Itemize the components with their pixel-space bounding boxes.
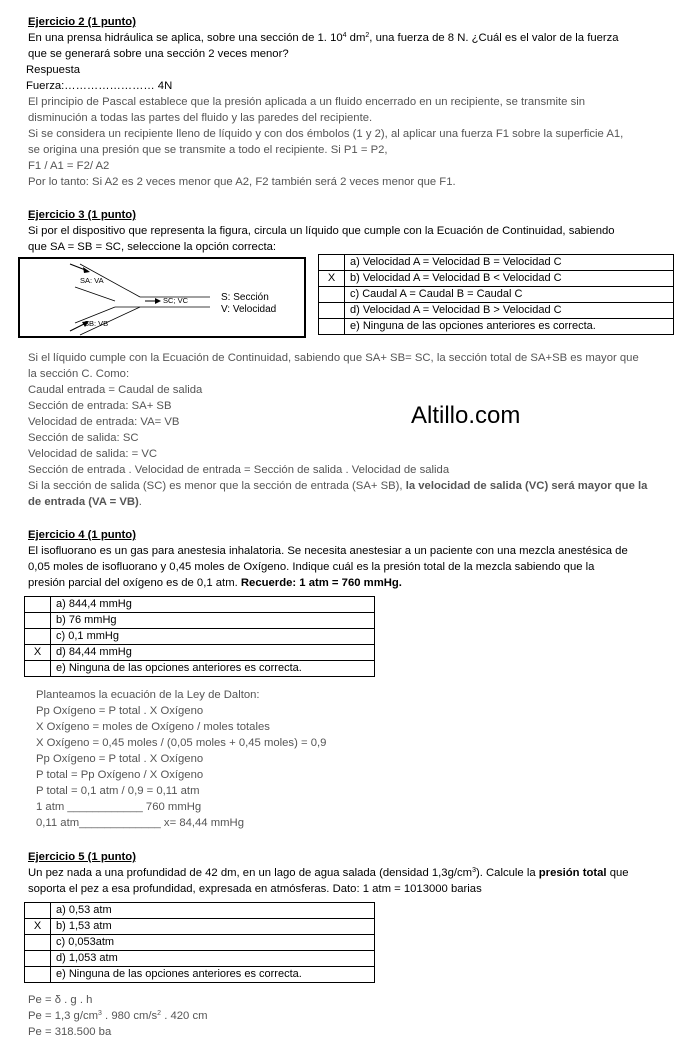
answer-line: X Oxígeno = 0,45 moles / (0,05 moles + 0,45 moles) = 0,9: [36, 737, 327, 749]
label-sc-vc: SC; VC: [163, 296, 189, 305]
option-text: e) Ninguna de las opciones anteriores es correcta.: [51, 661, 375, 677]
option-mark: [25, 967, 51, 983]
ejercicio-3-title: Ejercicio 3 (1 punto): [28, 209, 136, 221]
answer-line: Pe = δ . g . h: [28, 994, 93, 1006]
legend-seccion: S: Sección: [221, 292, 269, 303]
label-sa-va: SA: VA: [80, 276, 104, 285]
ejercicio-3: [28, 207, 664, 255]
q-sup: 2: [365, 32, 370, 39]
option-mark: [25, 951, 51, 967]
answer-sup: 3: [98, 1010, 102, 1017]
option-text: a) 0,53 atm: [51, 903, 375, 919]
option-mark: [25, 661, 51, 677]
legend-velocidad: V: Velocidad: [221, 304, 277, 315]
ejercicio-2-question-line-2: que se generará sobre una sección 2 veces menor?: [28, 48, 289, 60]
option-row: [25, 613, 375, 629]
ejercicio-3-options-table: [318, 254, 674, 335]
answer-text: Si la sección de salida (SC) es menor que la sección de entrada (SA+ SB),: [28, 480, 406, 492]
arrow-c-head: [155, 298, 161, 304]
answer-line: [28, 1008, 664, 1024]
ejercicio-2: [28, 14, 664, 190]
answer-line: P total = 0,1 atm / 0,9 = 0,11 atm: [36, 785, 200, 797]
ejercicio-4-question-line-3: [28, 575, 664, 591]
answer-text: Pe = 1,3 g/cm: [28, 1010, 99, 1022]
answer-text: . 420 cm: [161, 1010, 208, 1022]
option-mark: [25, 935, 51, 951]
option-row: [25, 951, 375, 967]
answer-line: Pp Oxígeno = P total . X Oxígeno: [36, 705, 204, 717]
option-text: b) 1,53 atm: [51, 919, 375, 935]
option-mark: [25, 903, 51, 919]
answer-line: Si se considera un recipiente lleno de líquido y con dos émbolos (1 y 2), al aplicar una fuerza F1 sobre la superficie A1,: [28, 128, 624, 140]
option-row: [319, 271, 674, 287]
ejercicio-4-question-line-1: El isofluorano es un gas para anestesia inhalatoria. Se necesita anestesiar a un paciente con una mezcla anestésica de: [28, 545, 628, 557]
answer-line: Sección de entrada . Velocidad de entrada = Sección de salida . Velocidad de salida: [28, 464, 450, 476]
answer-bold: de entrada (VA = VB): [28, 496, 139, 508]
option-text: a) 844,4 mmHg: [51, 597, 375, 613]
answer-line: Si el líquido cumple con la Ecuación de Continuidad, sabiendo que SA+ SB= SC, la sección total de SA+SB es mayor que: [28, 352, 639, 364]
q-bold: Recuerde: 1 atm = 760 mmHg.: [240, 577, 402, 589]
q-text: En una prensa hidráulica se aplica, sobre una sección de 1. 10: [28, 32, 343, 44]
answer-line: Planteamos la ecuación de la Ley de Dalton:: [36, 689, 260, 701]
answer-line: Velocidad de entrada: VA= VB: [28, 416, 180, 428]
option-mark: [319, 287, 345, 303]
option-text: a) Velocidad A = Velocidad B = Velocidad C: [345, 255, 674, 271]
answer-line: disminución a todas las partes del fluido y las paredes del recipiente.: [28, 112, 373, 124]
answer-line: Pe = 318.500 ba: [28, 1026, 112, 1038]
ejercicio-4-title: Ejercicio 4 (1 punto): [28, 529, 136, 541]
option-row: [25, 903, 375, 919]
altillo-watermark: Altillo.com: [411, 402, 521, 429]
option-text: b) Velocidad A = Velocidad B < Velocidad C: [345, 271, 674, 287]
ejercicio-5-title: Ejercicio 5 (1 punto): [28, 851, 136, 863]
answer-line: Sección de entrada: SA+ SB: [28, 400, 172, 412]
option-row: [25, 967, 375, 983]
continuity-device-figure: [18, 257, 306, 338]
option-text: b) 76 mmHg: [51, 613, 375, 629]
answer-text: .: [138, 496, 142, 508]
respuesta-label: Respuesta: [26, 64, 81, 76]
ejercicio-5-question-line-1: [28, 865, 664, 881]
ejercicio-4: [28, 527, 664, 591]
option-text: e) Ninguna de las opciones anteriores es correcta.: [51, 967, 375, 983]
ejercicio-4-answer: [36, 687, 672, 831]
q-text: ). Calcule la: [475, 867, 539, 879]
ejercicio-2-question-line-1: [28, 30, 664, 46]
option-mark: [319, 319, 345, 335]
answer-sup: 2: [157, 1010, 162, 1017]
upper-inner-wall: [75, 287, 115, 301]
option-mark: X: [25, 645, 51, 661]
option-row: [319, 303, 674, 319]
answer-bold: la velocidad de salida (VC) será mayor que la: [405, 480, 648, 492]
ejercicio-4-options-table: [24, 596, 375, 677]
option-row: [25, 645, 375, 661]
option-row: [319, 319, 674, 335]
option-text: d) Velocidad A = Velocidad B > Velocidad C: [345, 303, 674, 319]
q-bold: presión total: [538, 867, 607, 879]
ejercicio-3-answer: [28, 350, 664, 510]
option-mark: X: [319, 271, 345, 287]
option-text: d) 1,053 atm: [51, 951, 375, 967]
option-row: [319, 287, 674, 303]
answer-line: Pp Oxígeno = P total . X Oxígeno: [36, 753, 204, 765]
answer-line: se origina una presión que se transmite a todo el recipiente. Si P1 = P2,: [28, 144, 388, 156]
option-mark: [25, 597, 51, 613]
option-text: c) 0,053atm: [51, 935, 375, 951]
ejercicio-4-question-line-2: 0,05 moles de isofluorano y 0,45 moles de Oxígeno. Indique cuál es la presión total de la mezcla sabiendo que la: [28, 561, 595, 573]
option-row: [25, 597, 375, 613]
option-row: [25, 919, 375, 935]
option-row: [25, 661, 375, 677]
option-row: [319, 255, 674, 271]
answer-line: Caudal entrada = Caudal de salida: [28, 384, 203, 396]
option-mark: X: [25, 919, 51, 935]
option-mark: [25, 629, 51, 645]
q-text: Un pez nada a una profundidad de 42 dm, en un lago de agua salada (densidad 1,3g/cm: [28, 867, 473, 879]
option-text: c) 0,1 mmHg: [51, 629, 375, 645]
option-row: [25, 935, 375, 951]
ejercicio-3-question-line-2: que SA = SB = SC, seleccione la opción correcta:: [28, 241, 277, 253]
ejercicio-3-question-line-1: Si por el dispositivo que representa la figura, circula un líquido que cumple con la Ecuación de Continuidad, sabiendo: [28, 225, 615, 237]
q-text: presión parcial del oxígeno es de 0,1 atm.: [28, 577, 241, 589]
q-text: que: [606, 867, 629, 879]
option-mark: [319, 303, 345, 319]
answer-line: X Oxígeno = moles de Oxígeno / moles totales: [36, 721, 270, 733]
option-text: d) 84,44 mmHg: [51, 645, 375, 661]
answer-line: Velocidad de salida: = VC: [28, 448, 158, 460]
ejercicio-5-question-line-2: soporta el pez a esa profundidad, expresada en atmósferas. Dato: 1 atm = 1013000 barias: [28, 883, 482, 895]
answer-text: . 980 cm/s: [101, 1010, 158, 1022]
ejercicio-5: [28, 849, 664, 897]
q-text: , una fuerza de 8 N. ¿Cuál es el valor de la fuerza: [369, 32, 619, 44]
q-text: dm: [346, 32, 366, 44]
option-row: [25, 629, 375, 645]
ejercicio-2-title: Ejercicio 2 (1 punto): [28, 16, 136, 28]
label-sb-vb: SB: VB: [84, 319, 109, 328]
answer-line: 1 atm ____________ 760 mmHg: [36, 801, 202, 813]
option-text: e) Ninguna de las opciones anteriores es correcta.: [345, 319, 674, 335]
answer-line: [28, 494, 664, 510]
answer-line: 0,11 atm_____________ x= 84,44 mmHg: [36, 817, 244, 829]
ejercicio-5-options-table: [24, 902, 375, 983]
option-mark: [25, 613, 51, 629]
fuerza-answer: Fuerza:…………………… 4N: [26, 80, 173, 92]
answer-line: P total = Pp Oxígeno / X Oxígeno: [36, 769, 204, 781]
option-text: c) Caudal A = Caudal B = Caudal C: [345, 287, 674, 303]
answer-line: la sección C. Como:: [28, 368, 130, 380]
q-sup: 3: [472, 867, 476, 874]
answer-line: El principio de Pascal establece que la presión aplicada a un fluido encerrado en un recipiente, se transmite sin: [28, 96, 586, 108]
answer-line: Sección de salida: SC: [28, 432, 139, 444]
q-sup: 4: [342, 32, 347, 39]
answer-line: [28, 478, 664, 494]
ejercicio-5-answer: [28, 992, 664, 1040]
answer-line: Por lo tanto: Si A2 es 2 veces menor que A2, F2 también será 2 veces menor que F1.: [28, 176, 456, 188]
answer-line: F1 / A1 = F2/ A2: [28, 160, 110, 172]
option-mark: [319, 255, 345, 271]
